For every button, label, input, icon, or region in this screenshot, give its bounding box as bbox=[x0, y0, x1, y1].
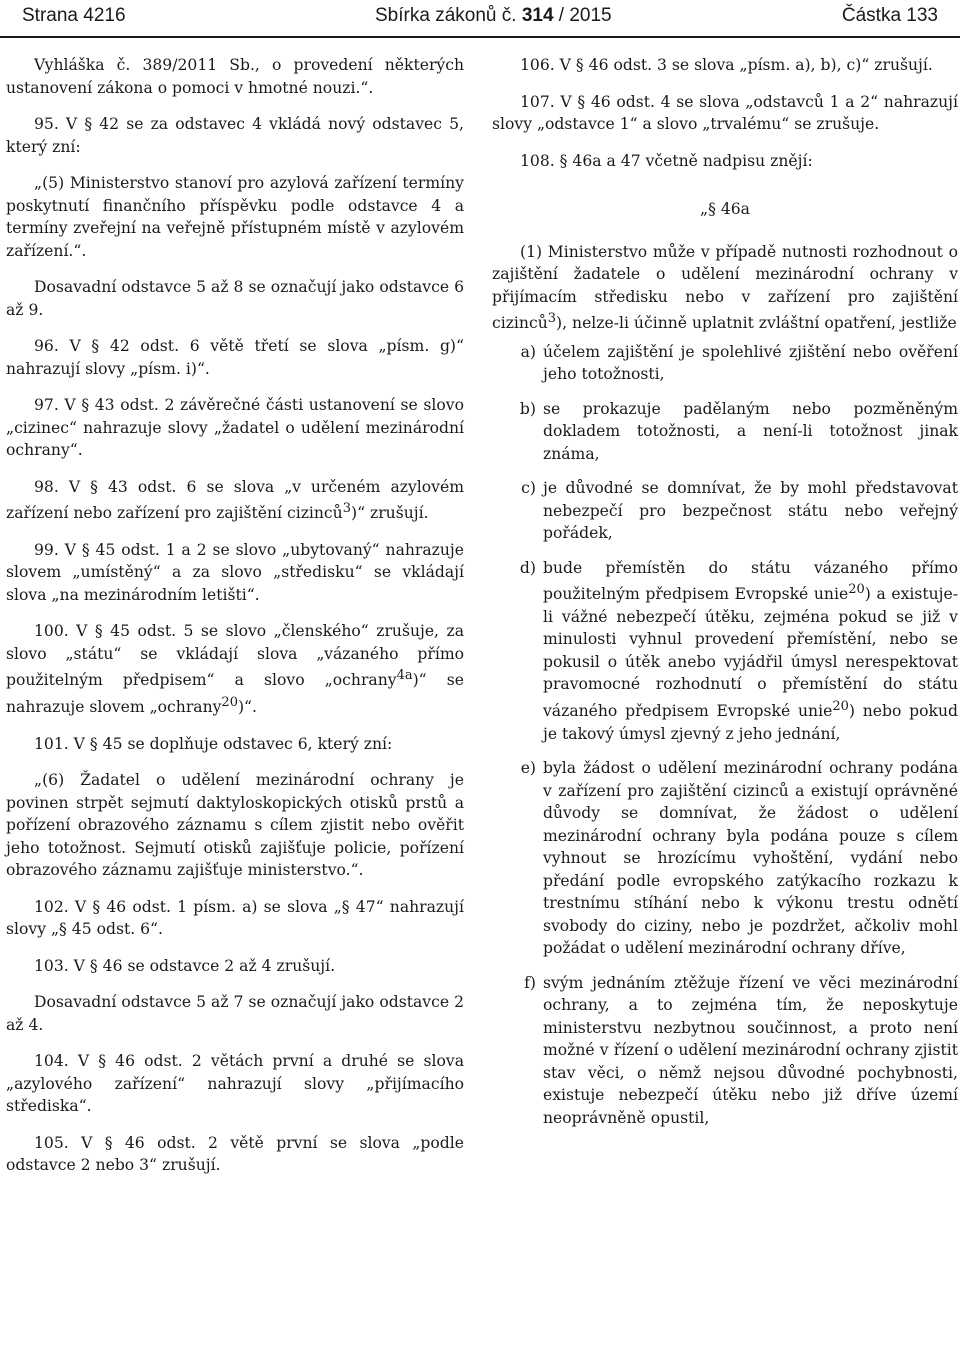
right-column bbox=[492, 54, 958, 1141]
item-text: byla žádost o udělení mezinárodní ochrany podána v zařízení pro zajištění cizinců a existují oprávněné důvody se domnívat, že žádost o udělení mezinárodní ochrany byla podána pouze s cílem vyhnout se hrozícímu vyhoštění, vydání nebo předání podle evropského zatýkacího rozkazu k trestnímu stíhání nebo k výkonu trestu odnětí svobody do ciziny, nebo je pozdržet, ačkoliv mohl požádat o udělení mezinárodní ochrany dříve, bbox=[543, 759, 958, 958]
amendment-101: 101. V § 45 se doplňuje odstavec 6, který zní: bbox=[34, 734, 393, 753]
collection-prefix: Sbírka zákonů č. bbox=[375, 5, 517, 26]
page-number: Strana 4216 bbox=[22, 5, 126, 26]
text: bude přemístěn do státu vázaného přímo použitelným předpisem Evropské unie bbox=[543, 558, 958, 604]
text: ), nelze-li účinně uplatnit zvláštní opatření, jestliže bbox=[556, 314, 957, 333]
amendment-105: 105. V § 46 odst. 2 větě první se slova „podle odstavce 2 nebo 3“ zrušují. bbox=[6, 1133, 464, 1175]
text: (1) Ministerstvo může v případě nutnosti rozhodnout o zajištění žadatele o udělení mezinárodní ochrany v přijímacím středisku nebo v zařízení pro zajištění cizinců bbox=[492, 242, 958, 333]
collection-year: / 2015 bbox=[558, 5, 612, 26]
paragraph: Dosavadní odstavce 5 až 7 se označují jako odstavce 2 až 4. bbox=[6, 993, 464, 1034]
left-column bbox=[6, 54, 464, 1191]
list-item bbox=[492, 341, 958, 386]
item-text: je důvodné se domnívat, že by mohl představovat nebezpečí pro bezpečnost státu nebo veřejný pořádek, bbox=[543, 479, 958, 543]
list-item bbox=[492, 398, 958, 466]
list-item bbox=[492, 972, 958, 1130]
amendment-107: 107. V § 46 odst. 4 se slova „odstavců 1 a 2“ nahrazují slovy „odstavce 1“ a slovo „trvalému“ se zrušuje. bbox=[492, 92, 958, 133]
amendment-100 bbox=[6, 620, 464, 718]
collection-number: 314 bbox=[521, 5, 554, 26]
text: ) a existuje-li vážné nebezpečí útěku, zejména pokud se již v minulosti vyhnul provedení přemístění, nebo se pokusil o útěk anebo vyjádřil úmysl nerespektovat pravomocné rozhodnutí o přemístění do státu vázaného předpisem Evropské unie bbox=[543, 585, 958, 721]
issue-part: Částka 133 bbox=[841, 5, 938, 26]
item-label: a) bbox=[520, 342, 536, 361]
list-item bbox=[492, 477, 958, 545]
item-text bbox=[543, 557, 958, 745]
text: )“ zrušují. bbox=[351, 504, 429, 523]
item-label: d) bbox=[519, 558, 536, 577]
amendment-103: 103. V § 46 se odstavce 2 až 4 zrušují. bbox=[34, 956, 336, 975]
item-label: c) bbox=[521, 479, 536, 498]
item-label: b) bbox=[519, 399, 536, 418]
quoted-paragraph: „(6) Žadatel o udělení mezinárodní ochrany je povinen strpět sejmutí daktyloskopických otisků prstů a pořízení obrazového záznamu s cílem zjistit nebo ověřit jeho totožnost. Sejmutí otisků zajišťuje policie, pořízení obrazového záznamu zajišťuje ministerstvo.“. bbox=[6, 771, 464, 880]
amendment-102: 102. V § 46 odst. 1 písm. a) se slova „§ 47“ nahrazují slovy „§ 45 odst. 6“. bbox=[6, 897, 464, 939]
text: )“. bbox=[237, 698, 257, 717]
amendment-104: 104. V § 46 odst. 2 větách první a druhé se slova „azylového zařízení“ nahrazují slovy „přijímacího střediska“. bbox=[6, 1052, 464, 1116]
item-text: svým jednáním ztěžuje řízení ve věci mezinárodní ochrany, a to zejména tím, že neposkytuje ministerstvu nezbytnou součinnost, a proto není možné v řízení o udělení mezinárodní ochrany zjistit stav věci, o němž nejsou důvodné pochybnosti, existuje nebezpečí útěku nebo již dříve území neoprávněně opustil, bbox=[543, 973, 958, 1127]
section-heading: „§ 46a bbox=[700, 200, 750, 218]
list-item bbox=[492, 757, 958, 960]
footnote-ref: 20 bbox=[848, 582, 865, 598]
item-label: f) bbox=[524, 973, 536, 992]
footnote-ref: 4a bbox=[396, 668, 413, 684]
footnote-ref: 20 bbox=[221, 694, 238, 710]
amendment-106: 106. V § 46 odst. 3 se slova „písm. a), b), c)“ zrušují. bbox=[520, 56, 933, 74]
paragraph: Dosavadní odstavce 5 až 8 se označují jako odstavce 6 až 9. bbox=[6, 278, 464, 319]
item-text: účelem zajištění je spolehlivé zjištění nebo ověření jeho totožnosti, bbox=[543, 342, 958, 384]
collection-title bbox=[375, 5, 612, 27]
amendment-95: 95. V § 42 se za odstavec 4 vkládá nový odstavec 5, který zní: bbox=[6, 115, 464, 156]
header-rule bbox=[0, 36, 960, 38]
amendment-96: 96. V § 42 odst. 6 větě třetí se slova „písm. g)“ nahrazují slovy „písm. i)“. bbox=[6, 337, 464, 378]
footnote-ref: 20 bbox=[832, 698, 849, 714]
list-item bbox=[492, 557, 958, 745]
page-header bbox=[0, 0, 960, 38]
quoted-paragraph: „(5) Ministerstvo stanoví pro azylová zařízení termíny poskytnutí finančního příspěvku podle odstavce 4 a termíny zveřejní na veřejně přístupném místě v azylovém zařízení.“. bbox=[6, 174, 464, 260]
text: ) nebo pokud je takový úmysl zjevný z jeho jednání, bbox=[543, 702, 958, 743]
footnote-ref: 3 bbox=[547, 311, 557, 326]
text: 98. V § 43 odst. 6 se slova „v určeném azylovém zařízení nebo zařízení pro zajištění cizinců bbox=[6, 477, 464, 523]
amendment-99: 99. V § 45 odst. 1 a 2 se slovo „ubytovaný“ nahrazuje slovem „umístěný“ a za slovo „středisku“ se vkládají slova „na mezinárodním letišti“. bbox=[6, 540, 464, 604]
text: 100. V § 45 odst. 5 se slovo „členského“ zrušuje, za slovo „státu“ se vkládají slova „vázaného přímo použitelným předpisem“ a slovo „ochrany bbox=[6, 622, 464, 690]
footnote-ref: 3 bbox=[342, 501, 351, 516]
amendment-98 bbox=[6, 476, 464, 525]
section-paragraph-1 bbox=[492, 241, 958, 335]
amendment-97: 97. V § 43 odst. 2 závěrečné části ustanovení se slovo „cizinec“ nahrazuje slovy „žadatel o udělení mezinárodní ochrany“. bbox=[6, 396, 464, 459]
item-label: e) bbox=[520, 759, 536, 778]
amendment-108: 108. § 46a a 47 včetně nadpisu znějí: bbox=[520, 151, 813, 170]
item-text: se prokazuje padělaným nebo pozměněným dokladem totožnosti, a není-li totožnost jinak známa, bbox=[543, 399, 958, 463]
text: )“ se nahrazuje slovem „ochrany bbox=[6, 671, 465, 717]
paragraph: Vyhláška č. 389/2011 Sb., o provedení některých ustanovení zákona o pomoci v hmotné nouzi.“. bbox=[6, 56, 464, 97]
